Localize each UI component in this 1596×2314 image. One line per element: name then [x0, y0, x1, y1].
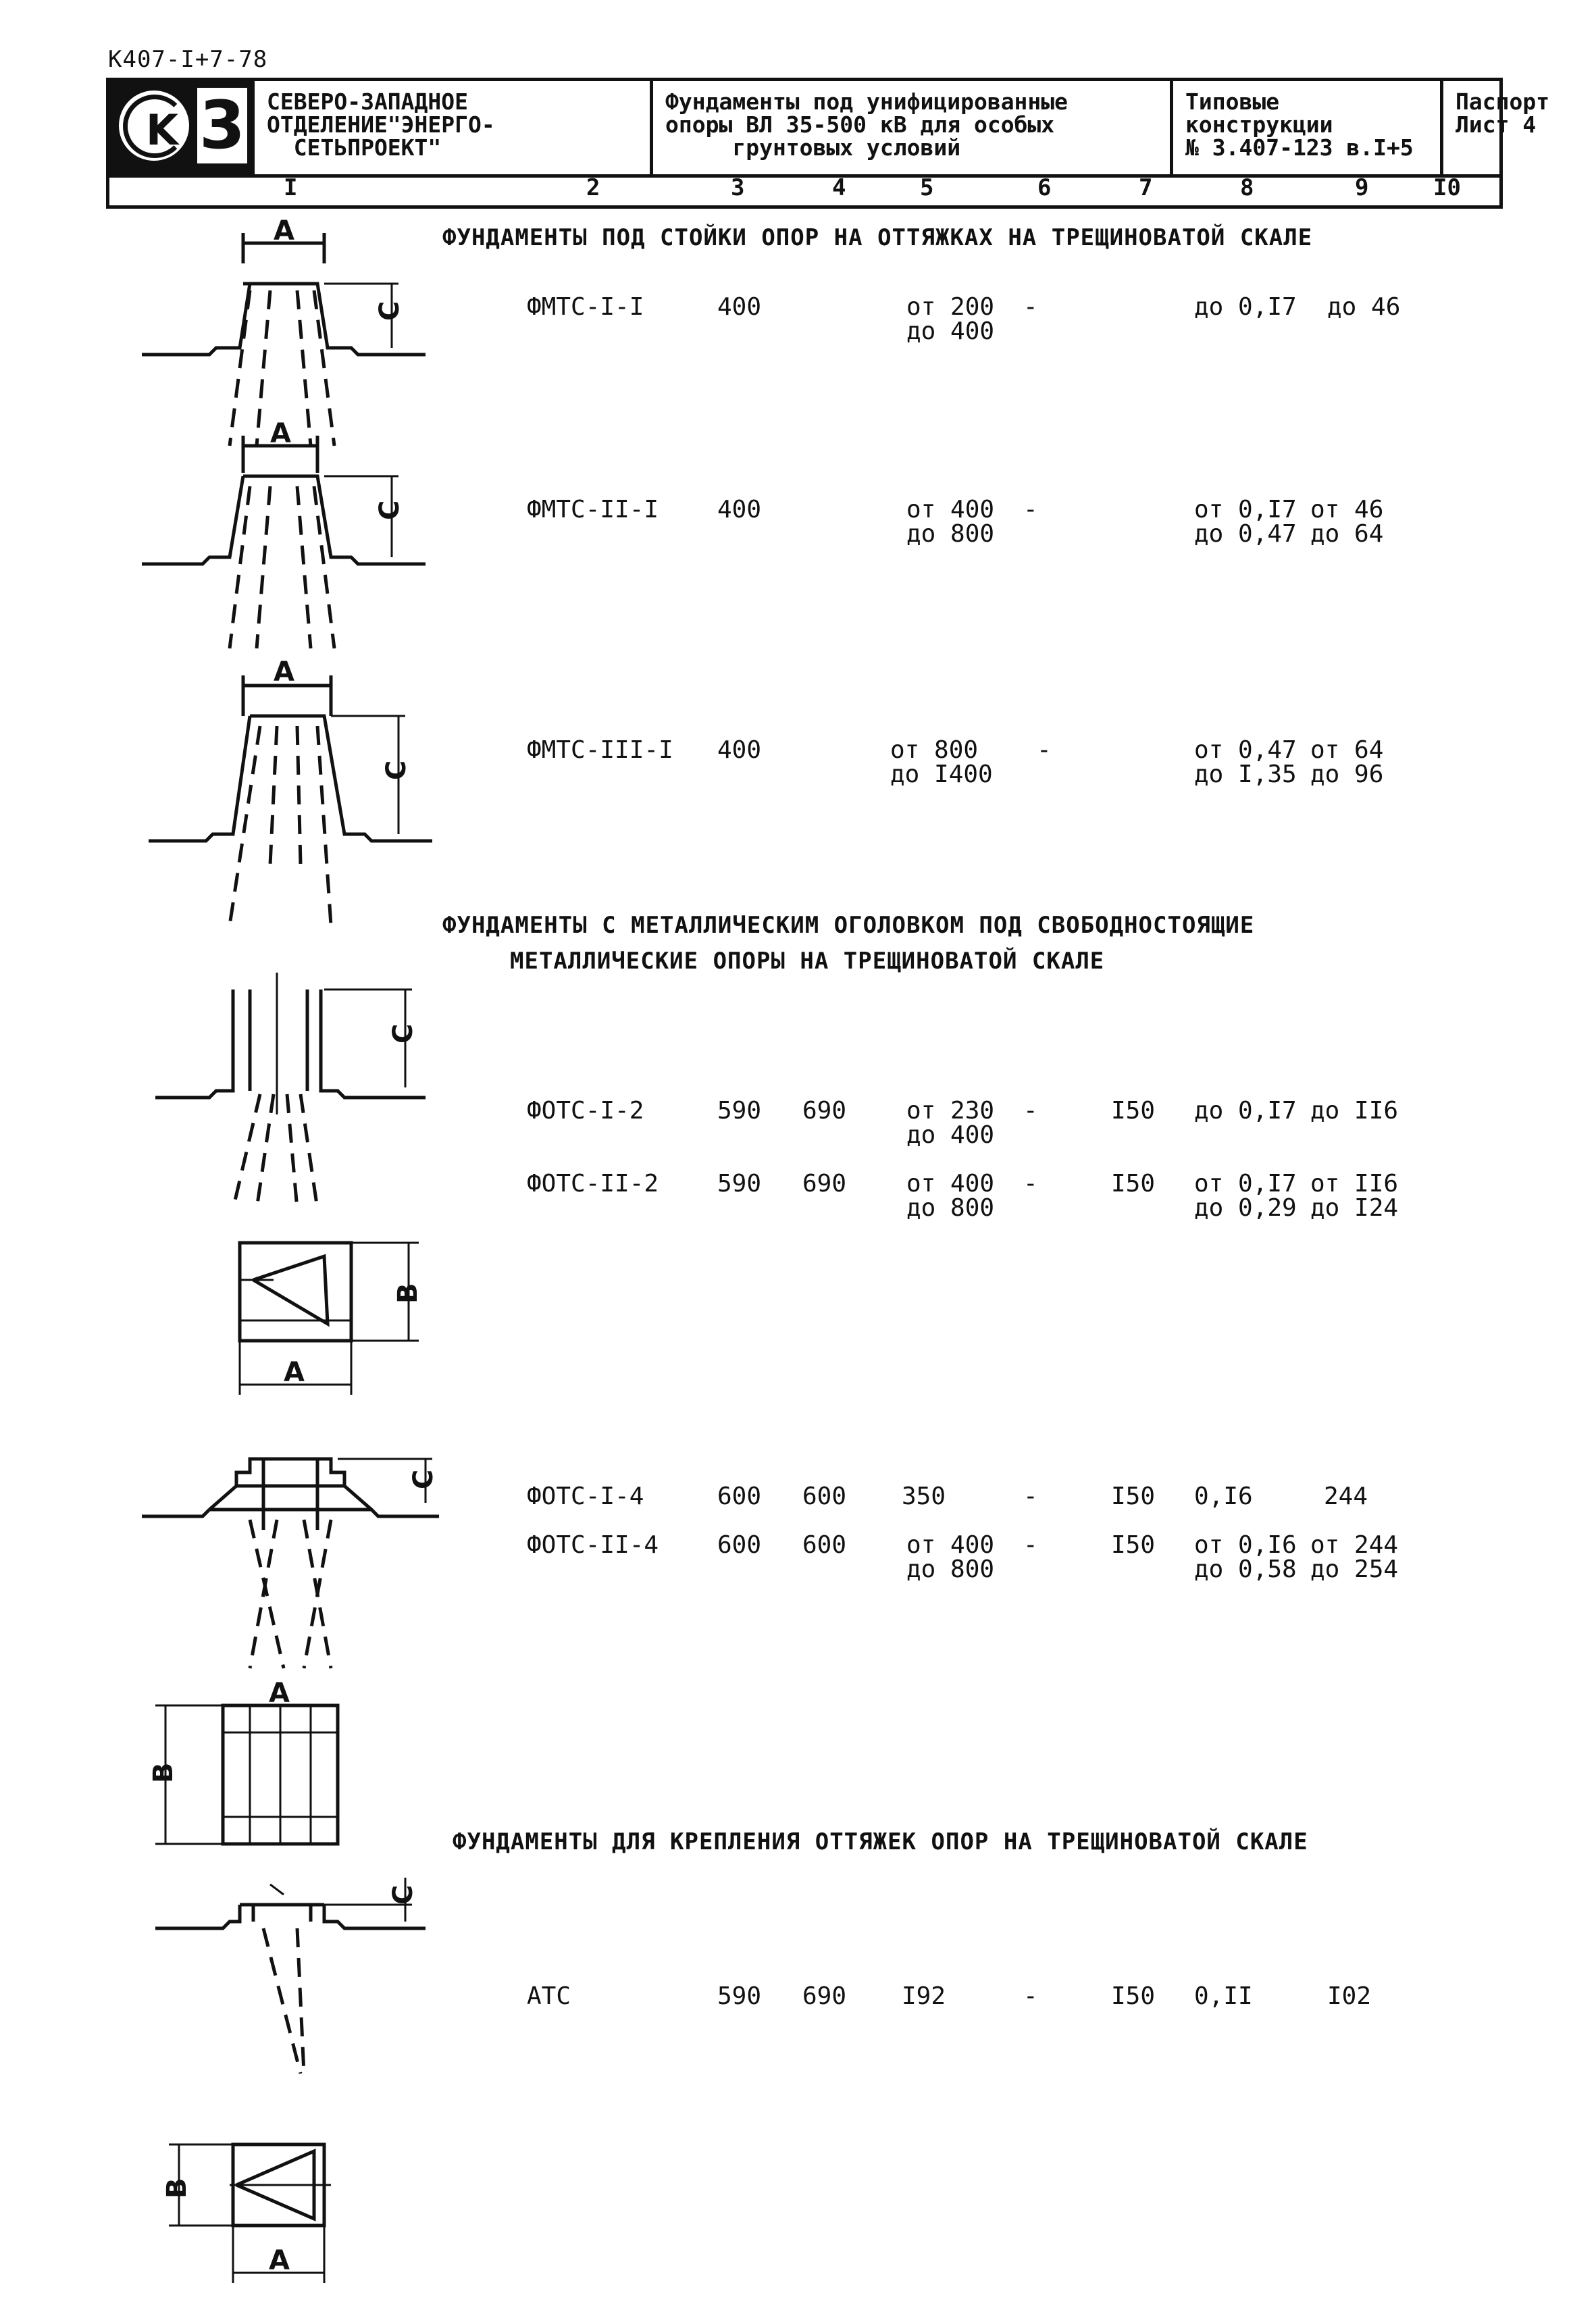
row-c8: 0,II [1194, 1982, 1253, 2010]
document-code: К407-I+7-78 [108, 46, 268, 73]
row-c4: 690 [802, 1982, 847, 2010]
row-c8: до 0,I7 [1194, 1097, 1297, 1125]
row-c6: - [1023, 496, 1038, 523]
col-num-6: 6 [1037, 174, 1052, 201]
row-c7: I50 [1111, 1483, 1156, 1510]
dim-label-c: C [388, 1023, 419, 1044]
row-c3: 590 [717, 1982, 762, 2010]
ats-section-drawing [142, 1864, 453, 2080]
row-name: ФМТС-II-I [527, 496, 659, 523]
ats-plan-drawing [149, 2131, 365, 2293]
row-c4: 690 [802, 1170, 847, 1198]
row-c9: от 64 до 96 [1310, 736, 1384, 788]
dim-label-c: C [374, 301, 405, 321]
row-c3: 400 [717, 736, 762, 764]
row-c7: I50 [1111, 1531, 1156, 1559]
dim-label-a: A [274, 215, 294, 247]
row-c5: I92 [902, 1982, 946, 2010]
row-c8: 0,I6 [1194, 1483, 1253, 1510]
row-name: ФМТС-III-I [527, 736, 673, 764]
col-num-5: 5 [920, 174, 934, 201]
row-c9: до 46 [1327, 293, 1401, 321]
row-c5: от 800 до I400 [890, 736, 993, 788]
row-c5: от 400 до 800 [906, 1170, 995, 1222]
row-name: АТС [527, 1982, 571, 2010]
col-num-8: 8 [1240, 174, 1254, 201]
dim-label-a: A [269, 1678, 290, 1709]
row-c6: - [1037, 736, 1052, 764]
section-heading-freestanding-1: ФУНДАМЕНТЫ С МЕТАЛЛИЧЕСКИМ ОГОЛОВКОМ ПОД СВОБОДНОСТОЯЩИЕ [442, 912, 1255, 939]
series-number: Типовые конструкции № 3.407-123 в.I+5 [1173, 81, 1443, 174]
row-c5: от 230 до 400 [906, 1097, 995, 1149]
row-c3: 600 [717, 1531, 762, 1559]
organization-logo: K 3 [109, 81, 255, 174]
dim-label-b: B [392, 1283, 423, 1304]
row-c6: - [1023, 293, 1038, 321]
row-c9: от 46 до 64 [1310, 496, 1384, 548]
row-c6: - [1023, 1097, 1038, 1125]
col-num-2: 2 [586, 174, 600, 201]
row-c5: от 200 до 400 [906, 293, 995, 345]
row-c9: от 244 до 254 [1310, 1531, 1399, 1583]
row-c6: - [1023, 1982, 1038, 2010]
row-c4: 600 [802, 1483, 847, 1510]
row-c6: - [1023, 1483, 1038, 1510]
dim-label-a: A [284, 1357, 305, 1388]
dim-label-c: C [374, 500, 405, 520]
col-num-3: 3 [731, 174, 745, 201]
row-name: ФОТС-II-2 [527, 1170, 659, 1198]
dim-label-a: A [274, 657, 294, 688]
row-c5: от 400 до 800 [906, 1531, 995, 1583]
document-title: Фундаменты под унифицированные опоры ВЛ 35-500 кВ для особых грунтовых условий [653, 81, 1173, 174]
row-name: ФОТС-I-2 [527, 1097, 644, 1125]
dim-label-a: A [270, 418, 291, 449]
row-c3: 590 [717, 1170, 762, 1198]
dim-label-b: B [161, 2178, 192, 2199]
sheet-number: Паспорт Лист 4 [1456, 88, 1550, 138]
row-c7: I50 [1111, 1097, 1156, 1125]
col-num-10: I0 [1433, 174, 1461, 201]
row-name: ФОТС-II-4 [527, 1531, 659, 1559]
section-heading-freestanding-2: МЕТАЛЛИЧЕСКИЕ ОПОРЫ НА ТРЕЩИНОВАТОЙ СКАЛЕ [510, 948, 1105, 975]
fmts-3-section-drawing [142, 657, 453, 919]
row-c8: от 0,I7 до 0,29 [1194, 1170, 1297, 1222]
fmts-1-section-drawing [135, 215, 446, 439]
section-heading-guyed: ФУНДАМЕНТЫ ПОД СТОЙКИ ОПОР НА ОТТЯЖКАХ НА ТРЕЩИНОВАТОЙ СКАЛЕ [442, 224, 1313, 251]
fmts-2-section-drawing [135, 418, 446, 642]
row-c7: I50 [1111, 1170, 1156, 1198]
fots-2-section-drawing [142, 959, 453, 1216]
fots-2-plan-drawing [220, 1229, 436, 1405]
row-c6: - [1023, 1170, 1038, 1198]
row-c9: до II6 [1310, 1097, 1399, 1125]
dim-label-a: A [269, 2245, 290, 2276]
title-block [106, 78, 1550, 209]
row-name: ФМТС-I-I [527, 293, 644, 321]
row-c7: I50 [1111, 1982, 1156, 2010]
row-c3: 590 [717, 1097, 762, 1125]
row-c5: 350 [902, 1483, 946, 1510]
dim-label-c: C [408, 1469, 439, 1489]
row-c8: от 0,47 до I,35 [1194, 736, 1297, 788]
col-num-7: 7 [1139, 174, 1153, 201]
organization-name: СЕВЕРО-ЗАПАДНОЕ ОТДЕЛЕНИЕ"ЭНЕРГО- СЕТЬПРОЕКТ" [255, 81, 653, 174]
row-c6: - [1023, 1531, 1038, 1559]
row-c8: до 0,I7 [1194, 293, 1297, 321]
row-c4: 690 [802, 1097, 847, 1125]
dim-label-c: C [381, 760, 412, 780]
dim-label-c: C [388, 1884, 419, 1905]
row-c5: от 400 до 800 [906, 496, 995, 548]
row-c3: 400 [717, 496, 762, 523]
title-block-header [109, 81, 1550, 178]
row-c9: 244 [1324, 1483, 1368, 1510]
row-c8: от 0,I7 до 0,47 [1194, 496, 1297, 548]
row-c4: 600 [802, 1531, 847, 1559]
col-num-9: 9 [1355, 174, 1369, 201]
row-c9: I02 [1327, 1982, 1372, 2010]
row-c8: от 0,I6 до 0,58 [1194, 1531, 1297, 1583]
fots-4-section-drawing [135, 1445, 453, 1668]
dim-label-b: B [148, 1762, 179, 1783]
row-c3: 600 [717, 1483, 762, 1510]
fots-4-plan-drawing [142, 1678, 358, 1854]
row-name: ФОТС-I-4 [527, 1483, 644, 1510]
col-num-1: I [284, 174, 298, 201]
row-c3: 400 [717, 293, 762, 321]
section-heading-anchors: ФУНДАМЕНТЫ ДЛЯ КРЕПЛЕНИЯ ОТТЯЖЕК ОПОР НА ТРЕЩИНОВАТОЙ СКАЛЕ [453, 1828, 1308, 1855]
col-num-4: 4 [832, 174, 846, 201]
row-c9: от II6 до I24 [1310, 1170, 1399, 1222]
